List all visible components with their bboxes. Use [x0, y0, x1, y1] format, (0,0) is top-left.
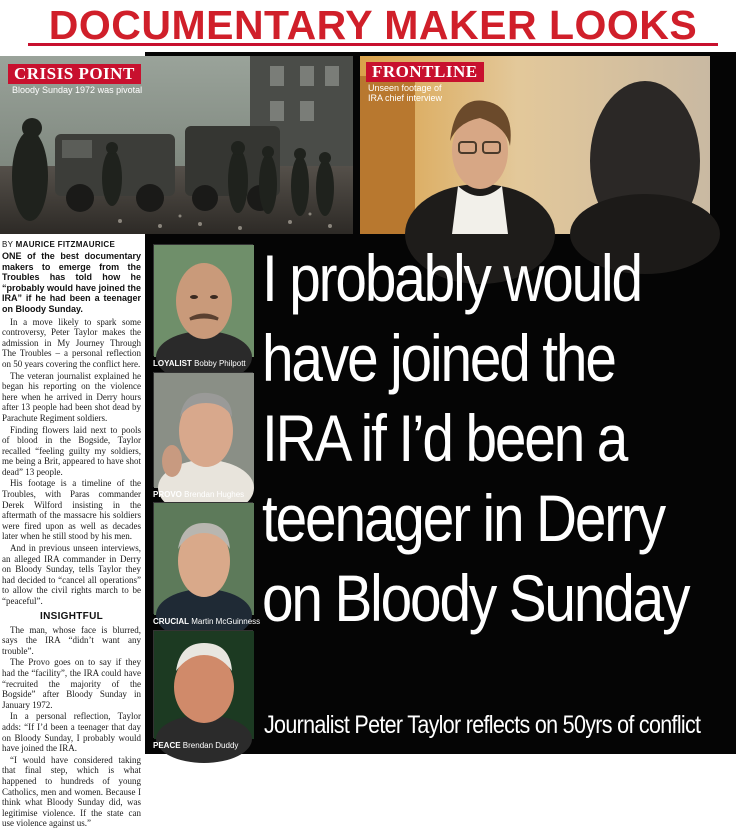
- portrait-caption: [153, 617, 260, 626]
- article-paragraph: And in previous unseen interviews, an alleged IRA commander in Derry on Bloody Sunday, tells Taylor they had decided to “cancel all operations” to allow the civil rights march to be “peaceful”.: [2, 543, 141, 606]
- portrait-name: Brendan Duddy: [182, 741, 239, 750]
- article-paragraph: His footage is a timeline of the Troubles, with Paras commander Derek Wilford insisting in the aftermath of the massacre his soldiers were fired upon as well as decades later when he still stood by his men.: [2, 478, 141, 542]
- portrait-label: LOYALIST: [153, 359, 192, 368]
- portrait-name: Bobby Philpott: [194, 359, 246, 368]
- portrait-name: Brendan Hughes: [184, 490, 245, 499]
- portrait-brendan-hughes: [153, 372, 253, 487]
- article-paragraph: In a personal reflection, Taylor adds: “If I’d been a teenager that day on Bloody Sunday, I probably would have joined the IRA.: [2, 711, 141, 754]
- article-paragraph: “I would have considered taking that final step, which is what happened to hundreds of young Catholics, men and women. Because I think what Bloody Sunday did, was legitimise violence. If the state can use violence against us.”: [2, 754, 141, 829]
- portrait-bobby-philpott: [153, 244, 253, 356]
- portrait-brendan-duddy: [153, 630, 253, 738]
- kicker-crisis-point: CRISIS POINT: [8, 64, 141, 84]
- photo-caption: Unseen footage of IRA chief interview: [368, 83, 443, 103]
- article-subhead: INSIGHTFUL: [40, 610, 103, 622]
- photo-caption: Bloody Sunday 1972 was pivotal: [12, 85, 143, 95]
- main-headline: [262, 238, 689, 638]
- headline-line: I probably would: [262, 241, 641, 315]
- masthead: [0, 0, 736, 52]
- portrait-martin-mcguinness: [153, 502, 253, 614]
- portrait-caption: [153, 359, 246, 368]
- article-paragraph: Finding flowers laid next to pools of blood in the Bogside, Taylor recalled “feeling guilty my soldiers, me being a Brit, appeared to have shot dead” 13 people.: [2, 424, 141, 477]
- page-title: DOCUMENTARY MAKER LOOKS: [28, 4, 718, 46]
- article-body: [2, 251, 142, 829]
- standfirst: Journalist Peter Taylor reflects on 50yrs of conflict: [264, 711, 701, 739]
- portrait-name: Martin McGuinness: [191, 617, 261, 626]
- byline-author: MAURICE FITZMAURICE: [15, 240, 116, 249]
- article-paragraph: The man, whose face is blurred, says the IRA “didn’t want any trouble”.: [2, 624, 141, 656]
- headline-line: on Bloody Sunday: [262, 561, 689, 635]
- kicker-frontline: FRONTLINE: [366, 62, 484, 82]
- portrait-label: PEACE: [153, 741, 181, 750]
- article-paragraph: The veteran journalist explained he began his reporting on the violence here when he arrived in Derry hours after 13 people had been shot dead by Parachute Regiment soldiers.: [2, 370, 141, 423]
- portrait-caption: [153, 490, 244, 499]
- portrait-label: CRUCIAL: [153, 617, 189, 626]
- portrait-caption: [153, 741, 238, 750]
- article-lead: ONE of the best documentary makers to emerge from the Troubles has told how he “probably would have joined the IRA” if he had been a teenager on Bloody Sunday.: [2, 251, 142, 314]
- headline-line: IRA if I’d been a: [262, 401, 627, 475]
- photo-crisis-point: [0, 56, 353, 234]
- headline-line: have joined the: [262, 321, 615, 395]
- photo-frontline: [360, 56, 710, 234]
- headline-line: teenager in Derry: [262, 481, 664, 555]
- article-paragraph: The Provo goes on to say if they had the “facility”, the IRA could have “recruited the majority of the Bogside” after Bloody Sunday in January 1972.: [2, 657, 141, 710]
- article-paragraph: In a move likely to spark some controversy, Peter Taylor makes the admission in My Journey Through The Troubles – a personal reflection on 50 years covering the conflict here.: [2, 316, 141, 369]
- portrait-label: PROVO: [153, 490, 182, 499]
- byline: [2, 240, 115, 249]
- byline-prefix: BY: [2, 240, 14, 249]
